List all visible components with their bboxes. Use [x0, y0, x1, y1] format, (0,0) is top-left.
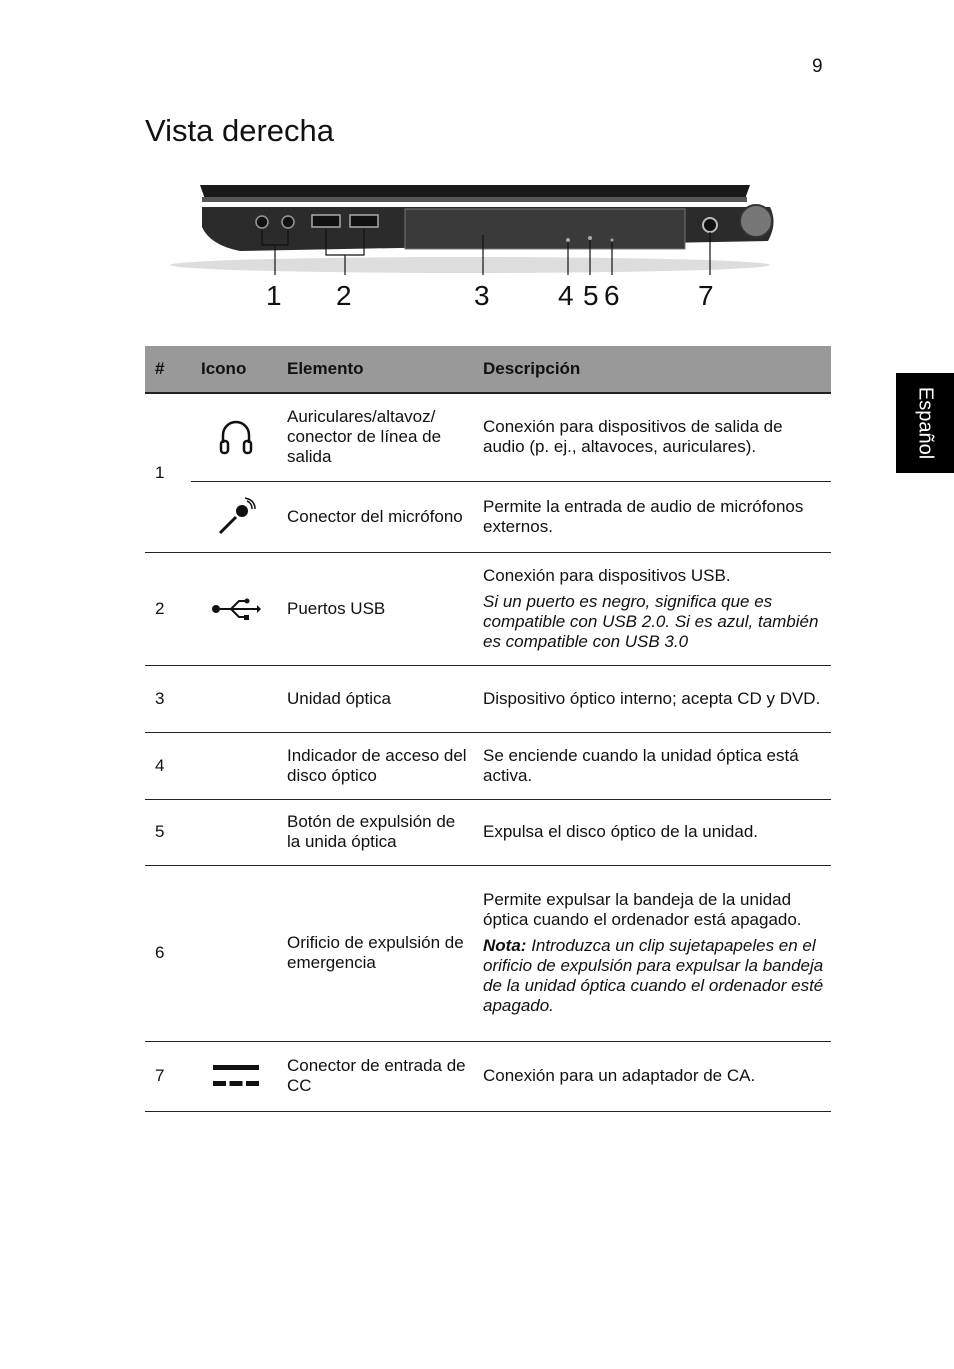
row-note: Si un puerto es negro, significa que es compatible con USB 2.0. Si es azul, también es compatible con USB 3.0	[483, 591, 819, 651]
row-element: Conector de entrada de CC	[277, 1041, 473, 1111]
callout-4: 4	[558, 280, 574, 311]
row-description: Permite la entrada de audio de micrófonos externos.	[473, 481, 831, 552]
microphone-icon	[191, 481, 277, 552]
headphones-icon	[191, 393, 277, 481]
row-description-cell	[473, 865, 831, 1041]
table-row	[145, 552, 831, 665]
callout-5: 5	[583, 280, 599, 311]
table-row	[145, 799, 831, 865]
row-element: Indicador de acceso del disco óptico	[277, 732, 473, 799]
table-row	[145, 732, 831, 799]
spec-table	[145, 346, 831, 1112]
row-element: Conector del micrófono	[277, 481, 473, 552]
row-element: Puertos USB	[277, 552, 473, 665]
row-number: 1	[145, 393, 191, 552]
table-row	[145, 393, 831, 481]
callout-2: 2	[336, 280, 352, 311]
page-number: 9	[812, 56, 823, 77]
row-description: Expulsa el disco óptico de la unidad.	[473, 799, 831, 865]
usb-icon	[191, 552, 277, 665]
row-description: Se enciende cuando la unidad óptica está activa.	[473, 732, 831, 799]
row-number: 3	[145, 665, 191, 732]
header-element: Elemento	[277, 346, 473, 393]
header-description: Descripción	[473, 346, 831, 393]
row-element: Botón de expulsión de la unida óptica	[277, 799, 473, 865]
table-row	[145, 481, 831, 552]
table-row	[145, 865, 831, 1041]
row-number: 6	[145, 865, 191, 1041]
row-description: Permite expulsar la bandeja de la unidad óptica cuando el ordenador está apagado.	[483, 890, 802, 929]
row-description: Conexión para un adaptador de CA.	[473, 1041, 831, 1111]
table-row	[145, 665, 831, 732]
row-description: Conexión para dispositivos USB.	[483, 565, 731, 585]
header-number: #	[145, 346, 191, 393]
row-element: Unidad óptica	[277, 665, 473, 732]
row-element: Orificio de expulsión de emergencia	[277, 865, 473, 1041]
row-note-block	[483, 936, 825, 1016]
row-description: Conexión para dispositivos de salida de audio (p. ej., altavoces, auriculares).	[473, 393, 831, 481]
row-description: Dispositivo óptico interno; acepta CD y DVD.	[473, 665, 831, 732]
callout-1: 1	[266, 280, 282, 311]
note-label: Nota:	[483, 936, 527, 955]
page-title: Vista derecha	[145, 113, 334, 148]
language-tab	[896, 373, 954, 473]
row-description-cell	[473, 552, 831, 665]
table-header-row	[145, 346, 831, 393]
row-number: 7	[145, 1041, 191, 1111]
row-note: Introduzca un clip sujetapapeles en el orificio de expulsión para expulsar la bandeja de la unidad óptica cuando el ordenador esté apagado.	[483, 936, 824, 1015]
row-element: Auriculares/altavoz/ conector de línea de salida	[277, 393, 473, 481]
row-number: 2	[145, 552, 191, 665]
callout-3: 3	[474, 280, 490, 311]
dc-power-icon	[191, 1041, 277, 1111]
row-number: 4	[145, 732, 191, 799]
callout-6: 6	[604, 280, 620, 311]
row-number: 5	[145, 799, 191, 865]
table-row	[145, 1041, 831, 1111]
header-icon: Icono	[191, 346, 277, 393]
language-tab-label: Español	[914, 386, 937, 460]
callout-7: 7	[698, 280, 714, 311]
